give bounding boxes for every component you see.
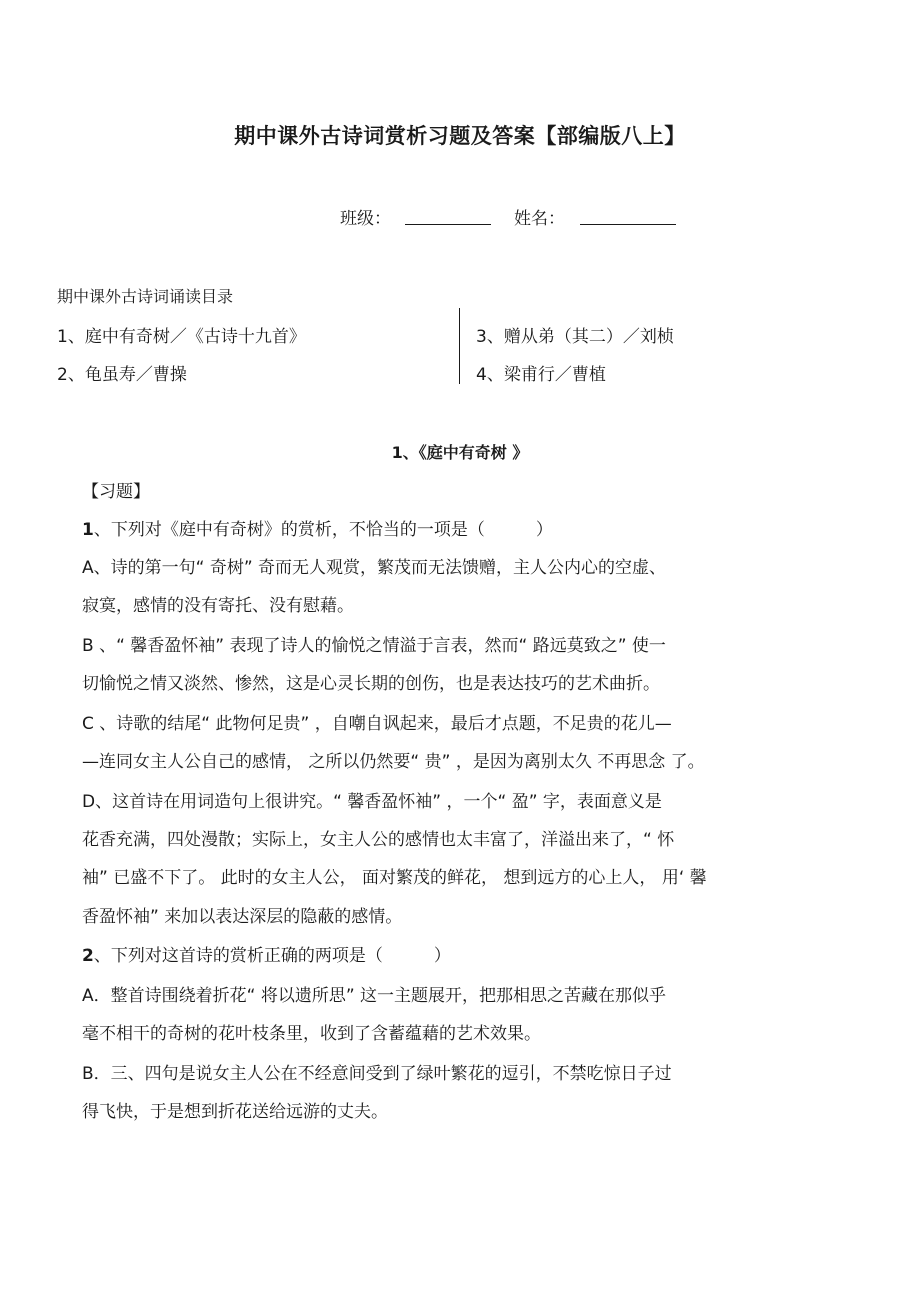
- section-heading: 1、《庭中有奇树 》: [391, 443, 529, 462]
- toc-item: 3、赠从弟（其二）／刘桢: [476, 327, 674, 347]
- document-title: 期中课外古诗词赏析习题及答案【部编版八上】: [234, 124, 686, 148]
- question-text: 、下列对这首诗的赏析正确的两项是（ ）: [93, 946, 451, 966]
- option-line: A、诗的第一句“ 奇树” 奇而无人观赏，繁茂而无法馈赠，主人公内心的空虚、: [82, 558, 667, 578]
- option-line: 寂寞，感情的没有寄托、没有慰藉。: [82, 596, 354, 616]
- question-number: 2: [82, 946, 94, 966]
- option-line: 花香充满，四处漫散；实际上，女主人公的感情也太丰富了，洋溢出来了，“ 怀: [82, 830, 675, 850]
- question-2: [82, 941, 451, 966]
- name-label: 姓名：: [514, 209, 565, 229]
- question-text: 、下列对《庭中有奇树》的赏析，不恰当的一项是（ ）: [93, 520, 553, 540]
- exercise-tag: 【习题】: [82, 482, 150, 502]
- question-number: 1: [82, 520, 94, 540]
- class-label: 班级：: [340, 209, 391, 229]
- option-line: 香盈怀袖” 来加以表达深层的隐蔽的感情。: [82, 907, 403, 927]
- toc-item: 4、梁甫行／曹植: [476, 365, 606, 385]
- option-line: 袖” 已盛不下了。 此时的女主人公， 面对繁茂的鲜花， 想到远方的心上人， 用‘ 馨: [82, 868, 707, 888]
- option-line: B．三、四句是说女主人公在不经意间受到了绿叶繁花的逗引，不禁吃惊日子过: [82, 1064, 672, 1084]
- class-blank-line: [405, 224, 491, 225]
- toc-item: 2、龟虽寿／曹操: [57, 365, 187, 385]
- name-blank-line: [580, 224, 676, 225]
- question-1: [82, 515, 553, 540]
- option-line: B 、“ 馨香盈怀袖” 表现了诗人的愉悦之情溢于言表，然而“ 路远莫致之” 使一: [82, 636, 666, 656]
- option-line: A．整首诗围绕着折花“ 将以遗所思” 这一主题展开，把那相思之苦藏在那似乎: [82, 986, 667, 1006]
- option-line: 得飞快，于是想到折花送给远游的丈夫。: [82, 1102, 388, 1122]
- toc-item: 1、庭中有奇树／《古诗十九首》: [57, 327, 306, 347]
- option-line: 切愉悦之情又淡然、惨然，这是心灵长期的创伤，也是表达技巧的艺术曲折。: [82, 674, 660, 694]
- option-line: 毫不相干的奇树的花叶枝条里，收到了含蓄蕴藉的艺术效果。: [82, 1024, 541, 1044]
- option-line: —连同女主人公自己的感情， 之所以仍然要“ 贵” ，是因为离别太久 不再思念 了。: [82, 752, 705, 772]
- toc-heading: 期中课外古诗词诵读目录: [57, 287, 234, 306]
- option-line: C 、诗歌的结尾“ 此物何足贵” ，自嘲自讽起来，最后才点题，不足贵的花儿—: [82, 714, 672, 734]
- toc-divider: [459, 308, 460, 384]
- option-line: D、这首诗在用词造句上很讲究。“ 馨香盈怀袖” ，一个“ 盈” 字，表面意义是: [82, 792, 662, 812]
